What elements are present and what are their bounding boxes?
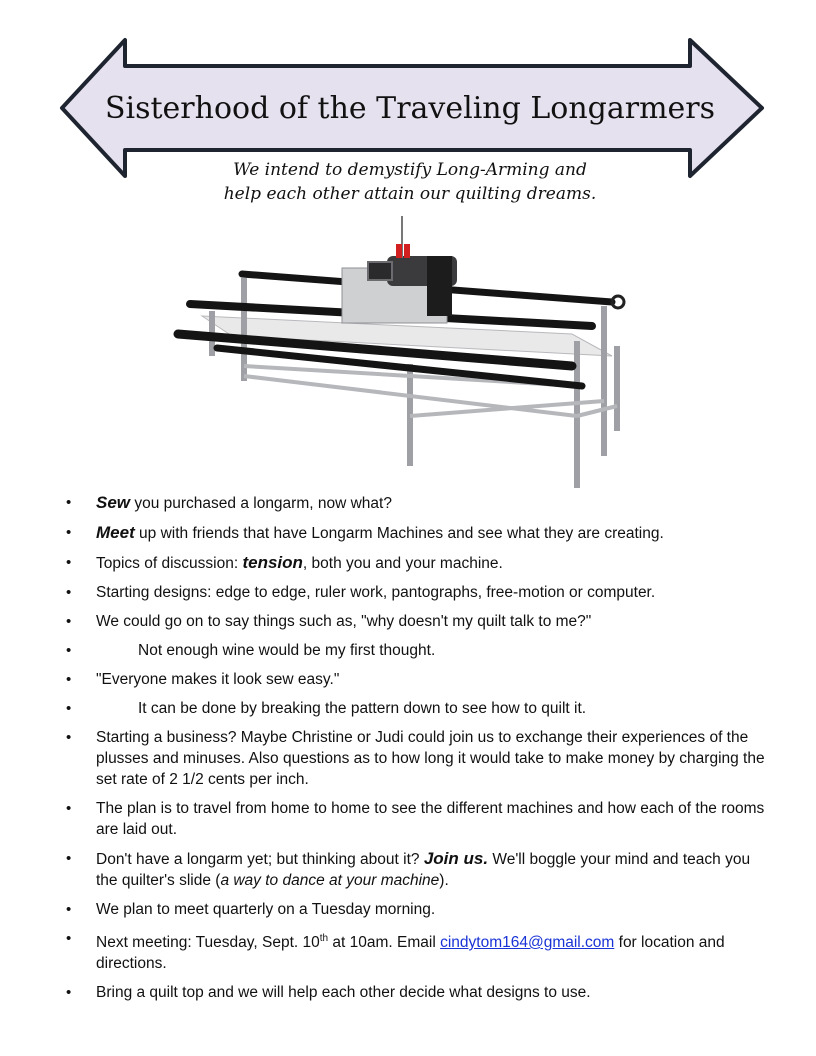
bullet-text: "Everyone makes it look sew easy." [96,671,340,688]
bullet-text: Not enough wine would be my first thought. [138,642,436,659]
machine-body [427,256,452,316]
list-item [60,899,770,920]
ordinal-suffix: th [319,933,329,944]
bullet-text: Next meeting: Tuesday, Sept. 10 [96,934,320,952]
list-item [60,798,770,840]
bullet-text: ). [439,872,449,889]
list-item [60,552,770,574]
email-link[interactable]: cindytom164@gmail.com [440,934,615,952]
bullet-text: We'll boggle your mind and teach you the quilter's slide ( [96,851,751,889]
list-item [60,582,770,603]
bullet-text: , both you and your machine. [302,555,503,572]
bullet-text: It can be done by breaking the pattern down to see how to quilt it. [138,700,587,717]
bullet-text: you purchased a longarm, now what? [130,495,392,512]
list-item [60,669,770,690]
tagline-line-2: help each other attain our quilting dreams. [223,184,597,204]
bullet-lead: Sew [96,493,131,512]
bullet-emphasis: tension [242,553,303,572]
list-item [60,492,770,514]
list-item [60,928,770,974]
bullet-emphasis: Join us. [423,849,489,868]
bullet-text: Topics of discussion: [96,555,243,572]
bullet-text: The plan is to travel from home to home to see the different machines and how each of the rooms are laid out. [96,800,765,838]
bullet-text: for location and directions. [96,934,725,973]
list-item [60,982,770,1003]
bullet-text: Don't have a longarm yet; but thinking about it? [96,851,424,868]
thread-spool [396,244,402,258]
bullet-text: at 10am. Email [328,934,441,952]
tagline-line-1: We intend to demystify Long-Arming and [233,160,587,180]
list-item [60,698,770,719]
list-item [60,522,770,544]
bullet-lead: Meet [96,523,135,542]
bullet-italic: a way to dance at your machine [220,872,440,889]
bullet-text: Starting a business? Maybe Christine or Judi could join us to exchange their experiences of the plusses and minuses. Also questions as to how long it would take to make money by charging the set rate of 2 1/2 cents per inch. [96,729,765,788]
longarm-machine-image [172,216,642,496]
bullet-text: Bring a quilt top and we will help each other decide what designs to use. [96,984,591,1002]
page-title: Sisterhood of the Traveling Longarmers [104,91,716,126]
bullet-text: We plan to meet quarterly on a Tuesday morning. [96,901,436,918]
list-item [60,848,770,891]
bullet-text: up with friends that have Longarm Machines and see what they are creating. [134,525,664,542]
bullet-text: We could go on to say things such as, "why doesn't my quilt talk to me?" [96,613,592,630]
bullet-list [60,492,770,1011]
thread-spool-2 [404,244,410,258]
list-item [60,640,770,661]
list-item [60,727,770,790]
machine-screen [368,262,392,280]
bullet-text: Starting designs: edge to edge, ruler work, pantographs, free-motion or computer. [96,584,656,601]
list-item [60,611,770,632]
